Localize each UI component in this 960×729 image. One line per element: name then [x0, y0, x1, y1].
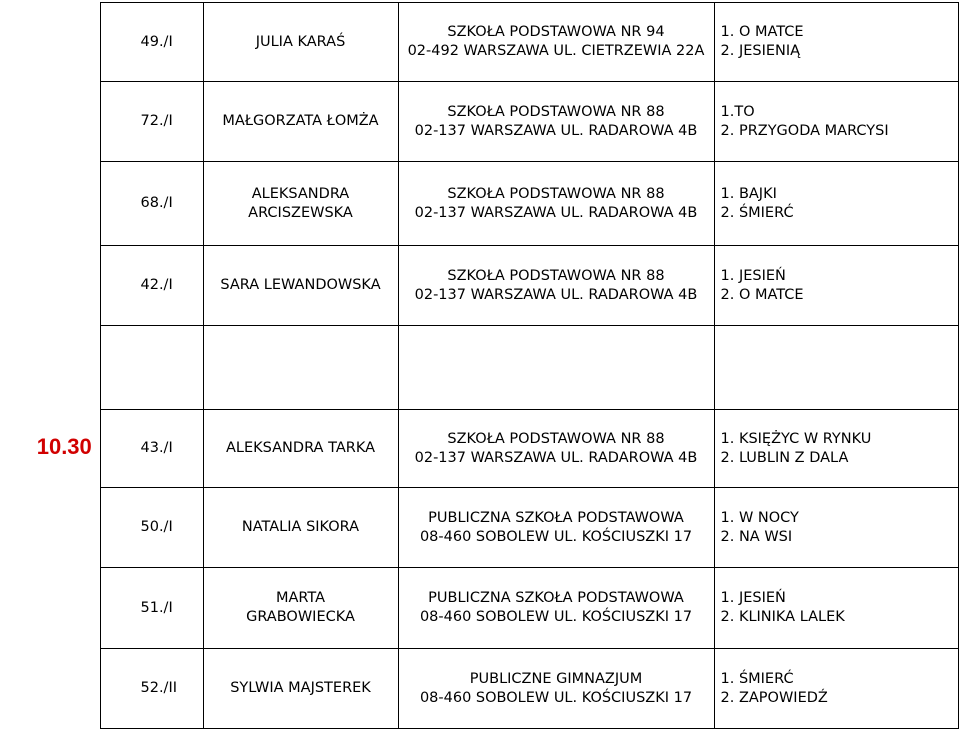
time-cell [3, 3, 100, 82]
empty-cell [100, 326, 203, 410]
song-list: 1. KSIĘŻYC W RYNKU 2. LUBLIN Z DALA [714, 410, 958, 488]
empty-cell [203, 326, 398, 410]
empty-cell [398, 326, 714, 410]
entry-number: 42./I [100, 246, 203, 326]
entry-number: 68./I [100, 162, 203, 246]
time-cell [3, 246, 100, 326]
table-row [3, 3, 958, 82]
entry-number: 49./I [100, 3, 203, 82]
time-slot-label: 10.30 [36, 434, 92, 459]
schedule-table [3, 2, 959, 729]
school-info: SZKOŁA PODSTAWOWA NR 88 02-137 WARSZAWA UL. RADAROWA 4B [398, 82, 714, 162]
school-info: SZKOŁA PODSTAWOWA NR 88 02-137 WARSZAWA UL. RADAROWA 4B [398, 410, 714, 488]
performer-name: JULIA KARAŚ [203, 3, 398, 82]
song-list: 1. JESIEŃ 2. O MATCE [714, 246, 958, 326]
performer-name: ALEKSANDRA TARKA [203, 410, 398, 488]
entry-number: 72./I [100, 82, 203, 162]
performer-name: SARA LEWANDOWSKA [203, 246, 398, 326]
song-list: 1. W NOCY 2. NA WSI [714, 488, 958, 568]
table-row [3, 246, 958, 326]
entry-number: 50./I [100, 488, 203, 568]
song-list: 1. O MATCE 2. JESIENIĄ [714, 3, 958, 82]
performer-name: NATALIA SIKORA [203, 488, 398, 568]
entry-number: 51./I [100, 568, 203, 649]
song-list: 1.TO 2. PRZYGODA MARCYSI [714, 82, 958, 162]
performer-name: MARTA GRABOWIECKA [203, 568, 398, 649]
spacer-row [3, 326, 958, 410]
school-info: PUBLICZNE GIMNAZJUM 08-460 SOBOLEW UL. KOŚCIUSZKI 17 [398, 649, 714, 729]
time-cell [3, 162, 100, 246]
school-info: SZKOŁA PODSTAWOWA NR 88 02-137 WARSZAWA UL. RADAROWA 4B [398, 246, 714, 326]
table-row [3, 649, 958, 729]
entry-number: 52./II [100, 649, 203, 729]
time-cell [3, 488, 100, 568]
song-list: 1. BAJKI 2. ŚMIERĆ [714, 162, 958, 246]
table-row [3, 410, 958, 488]
performer-name: ALEKSANDRA ARCISZEWSKA [203, 162, 398, 246]
table-row [3, 568, 958, 649]
entry-number: 43./I [100, 410, 203, 488]
time-cell [3, 82, 100, 162]
song-list: 1. ŚMIERĆ 2. ZAPOWIEDŹ [714, 649, 958, 729]
empty-cell [714, 326, 958, 410]
time-cell [3, 649, 100, 729]
time-cell [3, 568, 100, 649]
school-info: PUBLICZNA SZKOŁA PODSTAWOWA 08-460 SOBOLEW UL. KOŚCIUSZKI 17 [398, 488, 714, 568]
time-cell [3, 326, 100, 410]
table-row [3, 162, 958, 246]
school-info: SZKOŁA PODSTAWOWA NR 88 02-137 WARSZAWA UL. RADAROWA 4B [398, 162, 714, 246]
performer-name: SYLWIA MAJSTEREK [203, 649, 398, 729]
school-info: PUBLICZNA SZKOŁA PODSTAWOWA 08-460 SOBOLEW UL. KOŚCIUSZKI 17 [398, 568, 714, 649]
song-list: 1. JESIEŃ 2. KLINIKA LALEK [714, 568, 958, 649]
table-row [3, 82, 958, 162]
time-slot-cell [3, 410, 100, 488]
school-info: SZKOŁA PODSTAWOWA NR 94 02-492 WARSZAWA UL. CIETRZEWIA 22A [398, 3, 714, 82]
table-row [3, 488, 958, 568]
performer-name: MAŁGORZATA ŁOMŻA [203, 82, 398, 162]
